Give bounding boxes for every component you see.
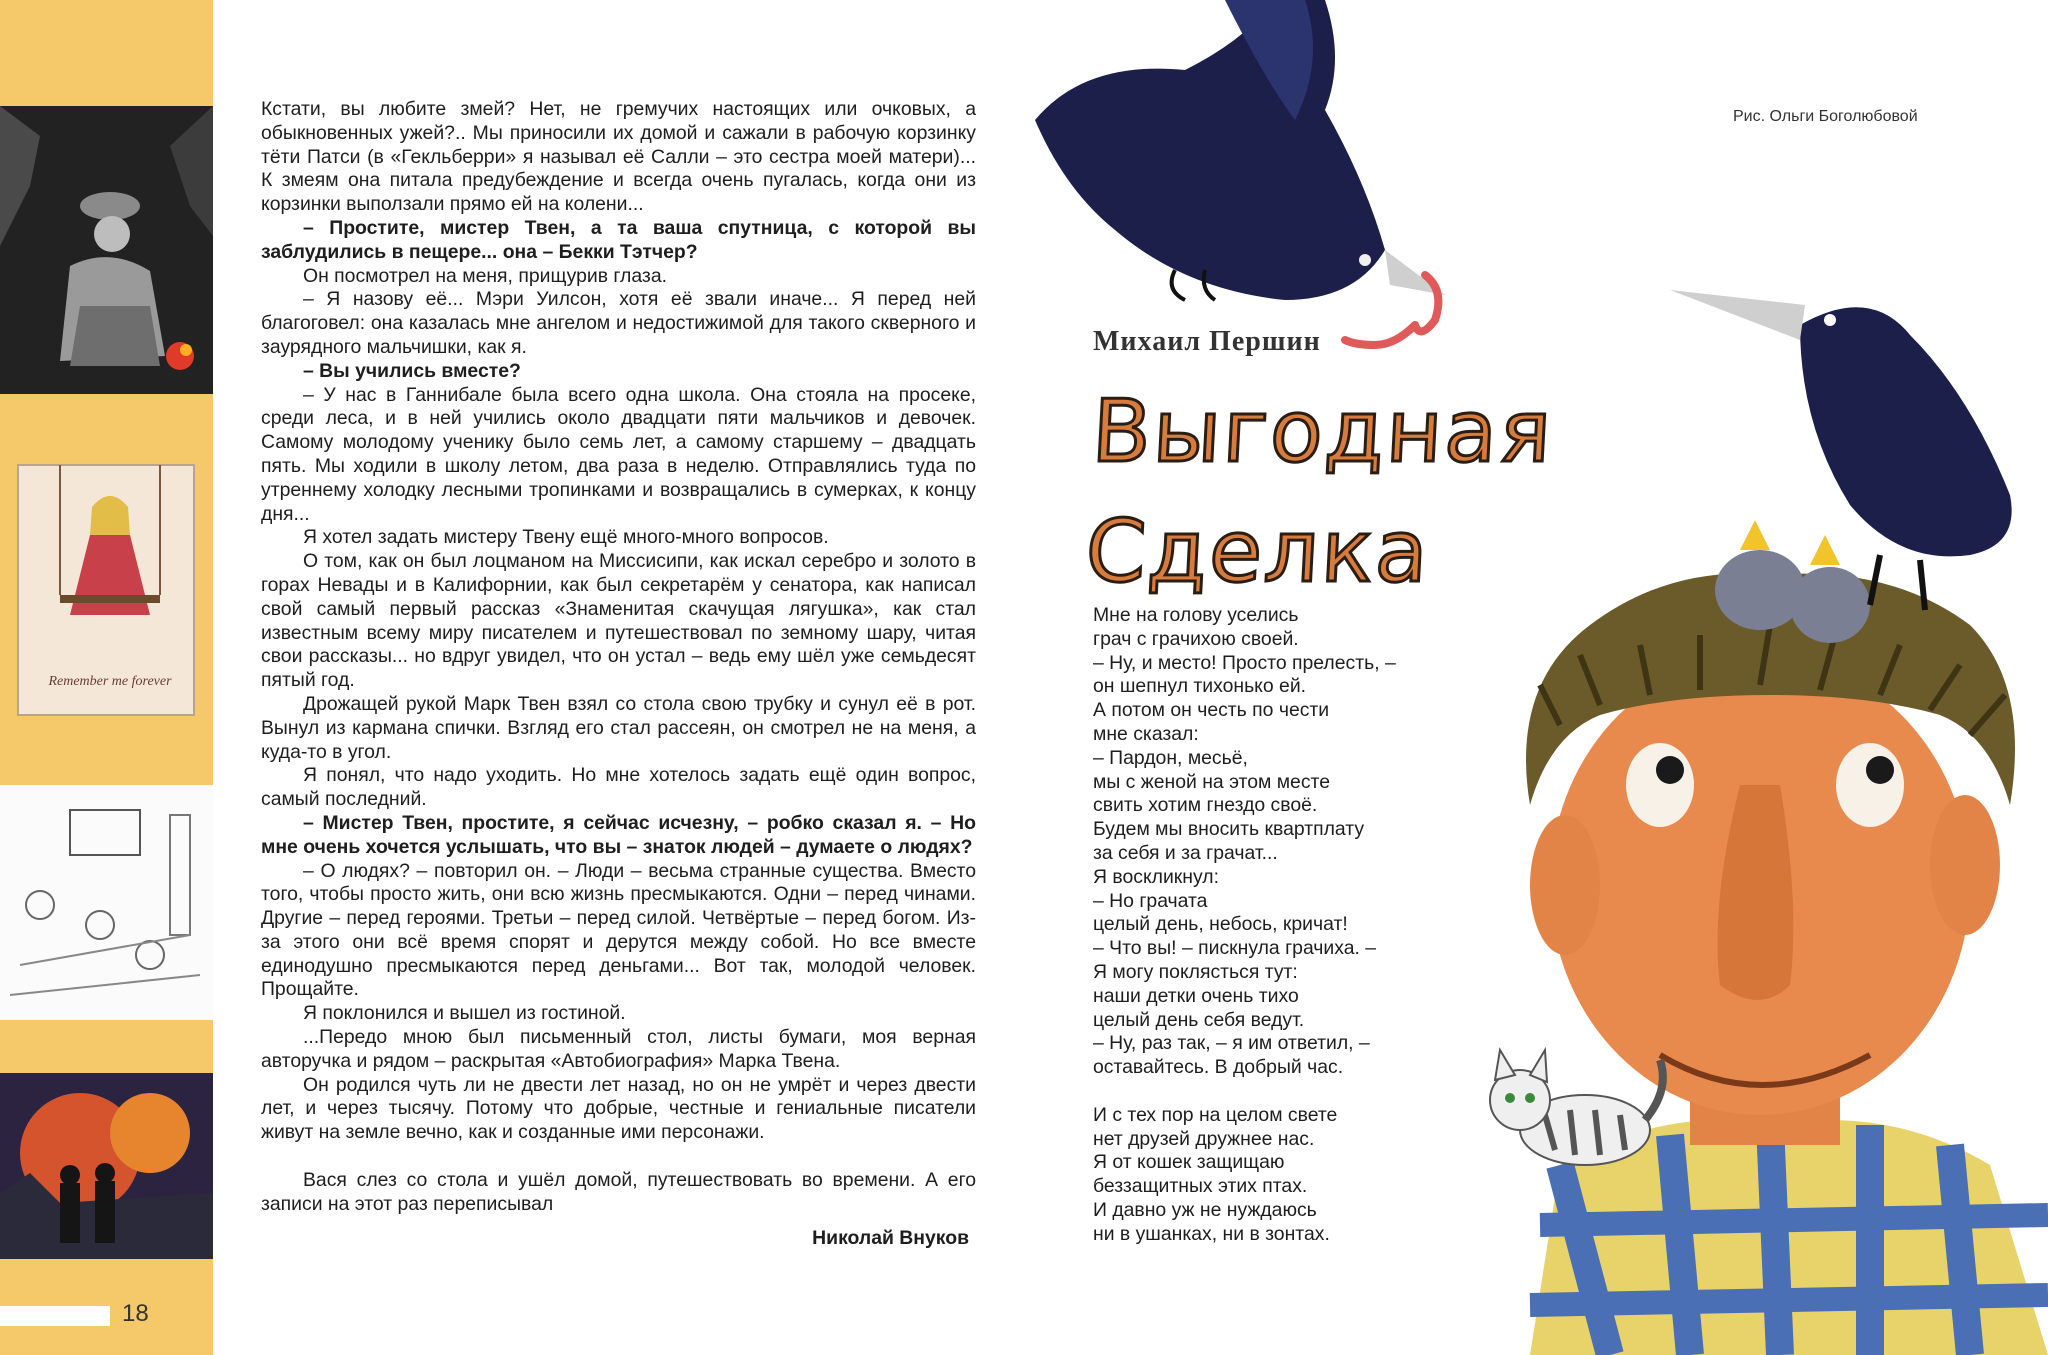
- poem-line: – Ну, раз так, – я им ответил, –: [1093, 1032, 1370, 1055]
- article-paragraph: Я поклонился и вышел из гостиной.: [303, 1002, 626, 1025]
- poem-line: беззащитных этих птах.: [1093, 1175, 1308, 1198]
- thumbnail-girl-on-swing[interactable]: [0, 445, 213, 730]
- article-paragraph: – Мистер Твен, простите, я сейчас исчезну, – робко сказал я. – Но мне очень хочется услышать, что вы – знаток людей – думаете о людях?: [261, 811, 976, 858]
- cat-illustration: [1475, 1040, 1675, 1190]
- poem-line: Я от кошек защищаю: [1093, 1151, 1285, 1174]
- poem-line: Я воскликнул:: [1093, 865, 1219, 888]
- illustration-credit: Рис. Ольги Боголюбовой: [1733, 108, 1918, 125]
- page-number: 18: [122, 1300, 149, 1327]
- poem-line: он шепнул тихонько ей.: [1093, 675, 1307, 698]
- article-paragraph: Дрожащей рукой Марк Твен взял со стола свою трубку и сунул её в рот. Вынул из кармана спички. Взгляд его стал рассеян, он смотрел не на меня, а куда-то в угол.: [261, 692, 976, 763]
- article-paragraph: – Простите, мистер Твен, а та ваша спутница, с которой вы заблудились в пещере... она – Бекки Тэтчер?: [261, 216, 976, 263]
- article-body: [261, 98, 976, 1216]
- poem-line: Мне на голову уселись: [1093, 604, 1299, 626]
- poem-line: грач с грачихою своей.: [1093, 627, 1299, 650]
- poem-line: мне сказал:: [1093, 722, 1199, 745]
- poem-line: Я могу поклясться тут:: [1093, 960, 1298, 983]
- poem-line: И с тех пор на целом свете: [1093, 1103, 1338, 1126]
- poem-title: [1083, 372, 1556, 612]
- article-paragraph: Вася слез со стола и ушёл домой, путешествовать во времени. А его записи на этот раз переписывал: [261, 1168, 976, 1215]
- article-paragraph: – Я назову её... Мэри Уилсон, хотя её звали иначе... Я перед ней благоговел: она казалась мне ангелом и недостижимой для такого скверного и заурядного мальчишки, как я.: [261, 288, 976, 358]
- thumbnail-caption: Remember me forever: [48, 674, 172, 689]
- thumbnail-cave-illustration[interactable]: [0, 106, 213, 394]
- poem-author: Михаил Першин: [1093, 326, 1321, 357]
- article-paragraph: Он родился чуть ли не двести лет назад, но он не умрёт и через двести лет, и через тысячу. Потому что добрые, честные и гениальные писатели живут на земле вечно, как и созданные ими персонажи.: [261, 1073, 976, 1144]
- article-paragraph: – Вы учились вместе?: [303, 359, 521, 382]
- article-signature: Николай Внуков: [812, 1227, 969, 1249]
- poem-line: целый день себя ведут.: [1093, 1008, 1305, 1031]
- poem-line: – Но грачата: [1093, 889, 1208, 912]
- article-paragraph: Он посмотрел на меня, прищурив глаза.: [303, 264, 667, 287]
- boy-with-crows-illustration: [1470, 265, 2048, 1355]
- poem-line: Будем мы вносить квартплату: [1093, 818, 1365, 841]
- poem-line: нет друзей дружнее нас.: [1093, 1127, 1315, 1150]
- poem-line: – Ну, и место! Просто прелесть, –: [1093, 651, 1396, 674]
- poem-title-line-2: Сделка: [1083, 502, 1433, 602]
- article-paragraph: Кстати, вы любите змей? Нет, не гремучих настоящих или очковых, а обыкновенных ужей?.. Мы приносили их домой и сажали в рабочую корзинку тёти Патси (в «Гекльберри» я называл её Салли – это сестра моей матери)... К змеям она питала предубеждение и всегда очень пугалась, когда они из корзинки выползали прямо ей на колени...: [261, 98, 976, 216]
- poem-line: А потом он честь по чести: [1093, 699, 1330, 722]
- article-paragraph: Я хотел задать мистеру Твену ещё много-много вопросов.: [303, 526, 829, 549]
- poem-line: – Что вы! – пискнула грачиха. –: [1093, 937, 1377, 960]
- thumbnail-fire-scene[interactable]: [0, 1073, 213, 1259]
- poem-line: свить хотим гнездо своё.: [1093, 794, 1318, 817]
- poem-title-line-1: Выгодная: [1089, 382, 1556, 482]
- poem-stanza-break: [1093, 1080, 1423, 1104]
- crow-flying-illustration: [1025, 0, 1545, 360]
- article-paragraph: ...Передо мною был письменный стол, листы бумаги, моя верная авторучка и рядом – раскрытая «Автобиография» Марка Твена.: [261, 1026, 976, 1072]
- article-paragraph: Я понял, что надо уходить. Но мне хотелось задать ещё один вопрос, самый последний.: [261, 764, 976, 811]
- poem-text: [1093, 604, 1423, 1247]
- thumbnail-school-sketch[interactable]: [0, 785, 213, 1020]
- page-number-bar: [0, 1306, 110, 1326]
- poem-line: за себя и за грачат...: [1093, 841, 1278, 864]
- poem-line: наши детки очень тихо: [1093, 984, 1299, 1007]
- poem-line: целый день, небось, кричат!: [1093, 913, 1348, 936]
- article-paragraph: О том, как он был лоцманом на Миссисипи, как искал серебро и золото в горах Невады и в Калифорнии, как был секретарём у сенатора, как написал свой самый первый рассказ «Знаменитая скачущая лягушка», как стал известным всему миру писателем и путешествовал по земному шару, читая свои рассказы... но вдруг увидел, что он устал – ведь ему шёл уже семьдесят пятый год.: [261, 550, 976, 692]
- poem-line: оставайтесь. В добрый час.: [1093, 1056, 1344, 1079]
- poem-line: – Пардон, месьё,: [1093, 746, 1248, 769]
- poem-line: ни в ушанках, ни в зонтах.: [1093, 1222, 1330, 1245]
- article-paragraph: – О людях? – повторил он. – Люди – весьма странные существа. Вместо того, чтобы просто жить, они всю жизнь пресмыкаются. Одни – перед чинами. Другие – перед героями. Третьи – перед силой. Четвёртые – перед богом. Из-за этого они всё время спорят и дерутся между собой. Но все вместе единодушно пресмыкаются перед деньгами... Вот так, молодой человек. Прощайте.: [261, 859, 976, 1001]
- poem-line: И давно уж не нуждаюсь: [1093, 1198, 1317, 1221]
- article-paragraph: – У нас в Ганнибале была всего одна школа. Она стояла на просеке, среди леса, и в ней учились около двадцати пяти мальчиков и девочек. Самому молодому ученику было семь лет, а самому старшему – двадцать пять. Мы ходили в школу летом, два раза в неделю. Отправлялись туда по утреннему холодку лесными тропинками и возвращались в сумерках, к концу дня...: [261, 383, 976, 525]
- poem-line: мы с женой на этом месте: [1093, 770, 1330, 793]
